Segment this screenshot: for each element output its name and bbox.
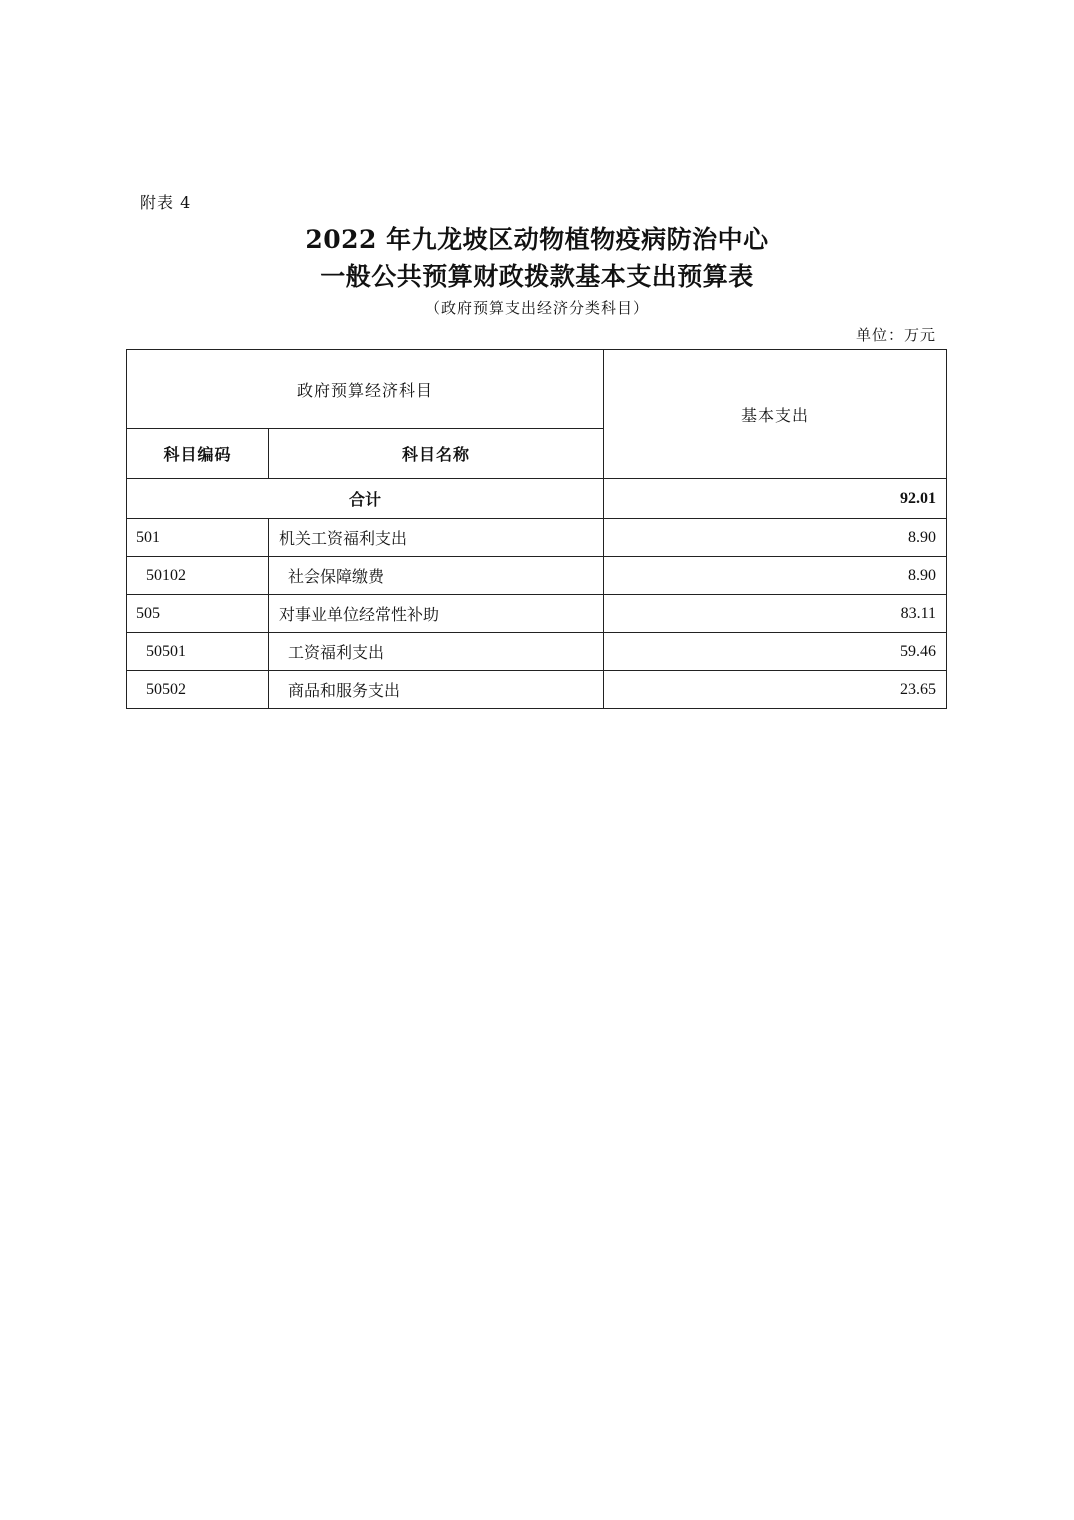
row-amount: 83.11	[604, 595, 947, 633]
table-row	[127, 519, 947, 557]
row-name: 工资福利支出	[269, 633, 604, 671]
unit-label: 单位：万元	[855, 326, 936, 344]
row-code: 50102	[127, 557, 269, 595]
row-name: 对事业单位经常性补助	[269, 595, 604, 633]
row-amount: 8.90	[604, 519, 947, 557]
total-label: 合计	[127, 479, 604, 519]
row-code: 505	[127, 595, 269, 633]
page-title-line1: 2022 年九龙坡区动物植物疫病防治中心	[305, 225, 769, 254]
basic-expense-header: 基本支出	[604, 350, 947, 479]
name-header: 科目名称	[269, 429, 604, 479]
row-name: 商品和服务支出	[269, 671, 604, 709]
table-header-row	[127, 350, 947, 429]
page-title-line2: 一般公共预算财政拨款基本支出预算表	[320, 262, 754, 291]
row-name: 社会保障缴费	[269, 557, 604, 595]
row-code: 501	[127, 519, 269, 557]
row-code: 50502	[127, 671, 269, 709]
code-header: 科目编码	[127, 429, 269, 479]
budget-table	[126, 349, 947, 709]
row-code: 50501	[127, 633, 269, 671]
table-row	[127, 671, 947, 709]
table-row	[127, 557, 947, 595]
group-header: 政府预算经济科目	[127, 350, 604, 429]
row-amount: 59.46	[604, 633, 947, 671]
row-amount: 23.65	[604, 671, 947, 709]
total-value: 92.01	[604, 479, 947, 519]
total-row	[127, 479, 947, 519]
row-amount: 8.90	[604, 557, 947, 595]
table-row	[127, 595, 947, 633]
attachment-label: 附表 4	[140, 193, 192, 212]
table-row	[127, 633, 947, 671]
row-name: 机关工资福利支出	[269, 519, 604, 557]
page-subtitle: （政府预算支出经济分类科目）	[424, 299, 649, 317]
